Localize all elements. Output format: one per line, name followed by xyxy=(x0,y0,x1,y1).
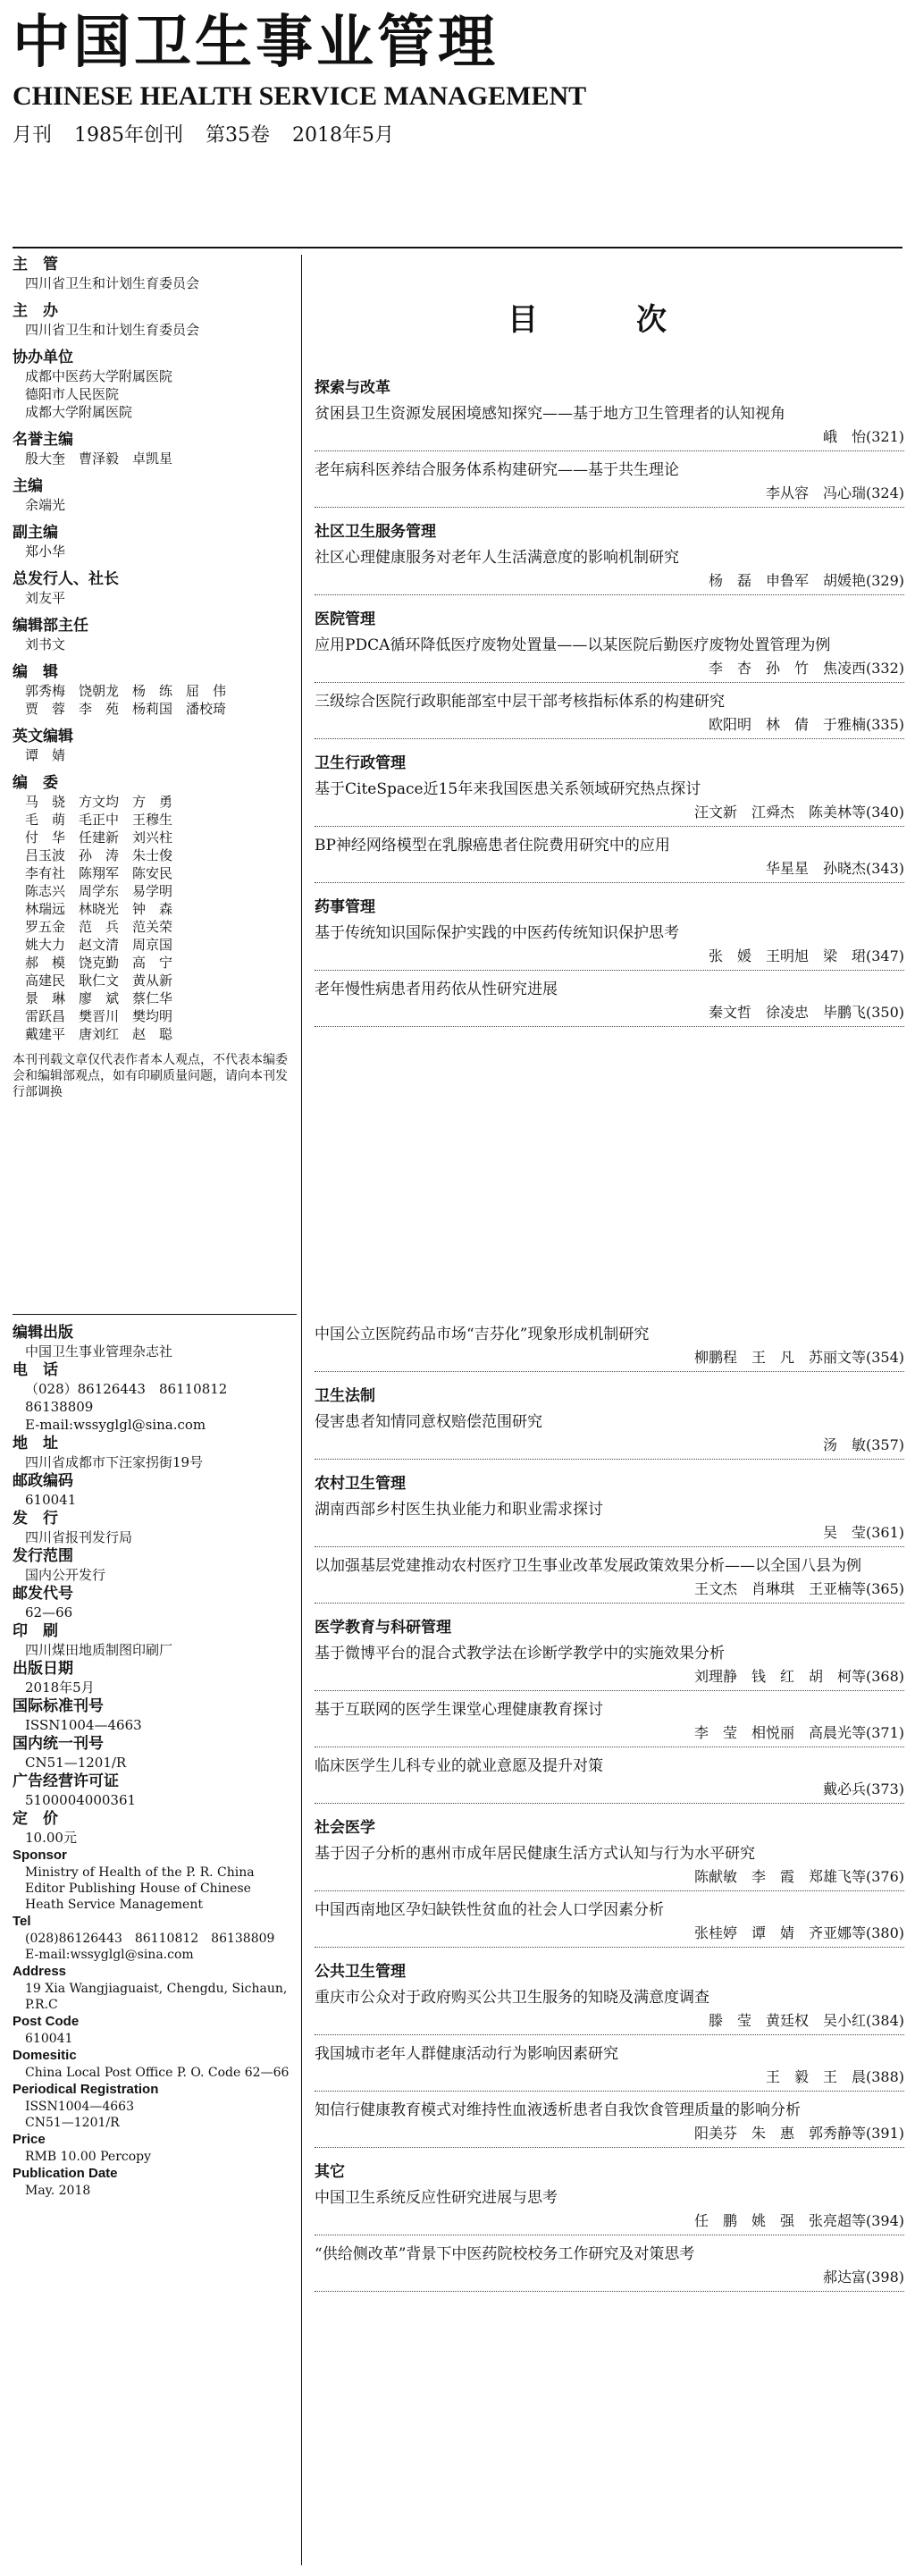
item-value: 国内公开发行 xyxy=(25,1567,106,1583)
toc-entry[interactable] xyxy=(315,1642,904,1691)
article-title: 基于互联网的医学生课堂心理健康教育探讨 xyxy=(315,1701,603,1719)
toc-category: 探索与改革 xyxy=(315,379,390,397)
item-heading: 编 辑 xyxy=(13,663,58,681)
toc-part-2 xyxy=(315,1323,904,2299)
article-authors-page: 张 媛 王明旭 梁 珺(347) xyxy=(315,945,904,971)
item-heading: Address xyxy=(13,1964,67,1979)
item-heading: 名誉主编 xyxy=(13,431,73,449)
item-heading: 发 行 xyxy=(13,1510,58,1528)
item-heading: 出版日期 xyxy=(13,1660,73,1678)
article-authors-page: 任 鹏 姚 强 张亮超等(394) xyxy=(315,2210,904,2235)
toc-category: 医学教育与科研管理 xyxy=(315,1619,451,1637)
toc-entry[interactable] xyxy=(315,1986,904,2035)
toc-category: 社区卫生服务管理 xyxy=(315,523,436,541)
issue-date: 2018年5月 xyxy=(292,124,395,147)
table-of-contents xyxy=(315,259,904,1034)
item-value: 刘友平 xyxy=(25,590,66,606)
article-authors-page: 刘理静 钱 红 胡 柯等(368) xyxy=(315,1665,904,1691)
masthead-item xyxy=(13,1913,297,1963)
item-heading: Periodical Registration xyxy=(13,2082,159,2097)
toc-entry[interactable] xyxy=(315,690,904,739)
article-title: BP神经网络模型在乳腺癌患者住院费用研究中的应用 xyxy=(315,837,670,854)
article-title: 基于因子分析的惠州市成年居民健康生活方式认知与行为水平研究 xyxy=(315,1845,755,1863)
item-heading: 主编 xyxy=(13,477,43,495)
toc-entry[interactable] xyxy=(315,1323,904,1372)
masthead-item xyxy=(13,1847,297,1913)
masthead xyxy=(13,7,906,148)
item-value: 610041 xyxy=(25,1492,77,1508)
article-authors-page: 汤 敏(357) xyxy=(315,1434,904,1460)
article-title: 中国卫生系统反应性研究进展与思考 xyxy=(315,2189,558,2207)
article-authors-page: 峨 怡(321) xyxy=(315,425,904,451)
item-heading: 总发行人、社长 xyxy=(13,570,119,588)
article-authors-page: 王 毅 王 晨(388) xyxy=(315,2066,904,2092)
disclaimer-note: 本刊刊载文章仅代表作者本人观点，不代表本编委会和编辑部观点，如有印刷质量问题，请向本刊发行部调换 xyxy=(13,1053,288,1099)
toc-entry[interactable] xyxy=(315,459,904,508)
item-heading: 编辑部主任 xyxy=(13,617,88,635)
item-heading: 邮发代号 xyxy=(13,1585,73,1603)
item-value: 2018年5月 xyxy=(25,1679,95,1696)
item-heading: 电 话 xyxy=(13,1361,58,1379)
masthead-item xyxy=(13,2013,297,2047)
article-title: 重庆市公众对于政府购买公共卫生服务的知晓及满意度调查 xyxy=(315,1989,709,2007)
item-value: ISSN1004—4663 xyxy=(25,1717,142,1733)
article-authors-page: 华星星 孙晓杰(343) xyxy=(315,857,904,883)
article-title: 侵害患者知情同意权赔偿范围研究 xyxy=(315,1413,542,1431)
masthead-item xyxy=(13,255,297,292)
masthead-item xyxy=(13,1696,297,1734)
masthead-item xyxy=(13,2165,297,2199)
masthead-item xyxy=(13,1323,297,1360)
item-value: 郭秀梅 饶朝龙 杨 练 屈 伟 贾 蓉 李 苑 杨莉国 潘校琦 xyxy=(25,683,227,717)
toc-title: 目次 xyxy=(508,302,765,338)
article-title: 中国公立医院药品市场“吉芬化”现象形成机制研究 xyxy=(315,1326,650,1343)
editorial-board xyxy=(13,255,297,1100)
article-title: 基于CiteSpace近15年来我国医患关系领域研究热点探讨 xyxy=(315,780,701,798)
article-title: 中国西南地区孕妇缺铁性贫血的社会人口学因素分析 xyxy=(315,1901,664,1919)
top-rule xyxy=(13,247,902,248)
item-value: 谭 婧 xyxy=(25,747,66,763)
masthead-item xyxy=(13,476,297,514)
toc-entry[interactable] xyxy=(315,2243,904,2292)
masthead-item xyxy=(13,1659,297,1696)
item-heading: Domesitic xyxy=(13,2048,77,2063)
article-authors-page: 陈献敏 李 霞 郑雄飞等(376) xyxy=(315,1865,904,1891)
item-heading: 国际标准刊号 xyxy=(13,1697,104,1715)
item-value: 郑小华 xyxy=(25,543,66,560)
article-authors-page: 李 杏 孙 竹 焦凌西(332) xyxy=(315,657,904,683)
toc-category: 公共卫生管理 xyxy=(315,1963,406,1981)
item-heading: 编 委 xyxy=(13,774,58,792)
article-title: 应用PDCA循环降低医疗废物处置量——以某医院后勤医疗废物处置管理为例 xyxy=(315,636,831,654)
article-title: 社区心理健康服务对老年人生活满意度的影响机制研究 xyxy=(315,549,679,567)
toc-entry[interactable] xyxy=(315,634,904,683)
item-value: Ministry of Health of the P. R. China Editor Publishing House of Chinese Heath Service Management xyxy=(25,1865,255,1912)
item-heading: 地 址 xyxy=(13,1435,58,1452)
toc-category: 社会医学 xyxy=(315,1819,375,1837)
item-value: (028)86126443 86110812 86138809 E-mail:wssyglgl@sina.com xyxy=(25,1932,275,1962)
item-heading: 定 价 xyxy=(13,1810,58,1828)
article-title: 老年病科医养结合服务体系构建研究——基于共生理论 xyxy=(315,461,679,479)
item-heading: 邮政编码 xyxy=(13,1472,73,1490)
article-title: 三级综合医院行政职能部室中层干部考核指标体系的构建研究 xyxy=(315,693,725,711)
item-heading: Sponsor xyxy=(13,1848,67,1863)
article-authors-page: 王文杰 肖琳琪 王亚楠等(365) xyxy=(315,1578,904,1604)
issue-founded: 1985年创刊 xyxy=(74,124,184,147)
item-heading: 广告经营许可证 xyxy=(13,1772,119,1790)
toc-entry[interactable] xyxy=(315,978,904,1027)
item-value: 四川省卫生和计划生育委员会 xyxy=(25,322,200,338)
toc-entry[interactable] xyxy=(315,1698,904,1747)
item-value: 四川煤田地质制图印刷厂 xyxy=(25,1642,173,1658)
item-value: 5100004000361 xyxy=(25,1792,137,1808)
item-value: 19 Xia Wangjiaguaist, Chengdu, Sichaun, P.R.C xyxy=(25,1982,288,2012)
item-value: ISSN1004—4663 CN51—1201/R xyxy=(25,2100,134,2130)
item-heading: 主 办 xyxy=(13,302,58,320)
item-value: CN51—1201/R xyxy=(25,1755,127,1771)
article-title: 基于微博平台的混合式教学法在诊断学教学中的实施效果分析 xyxy=(315,1645,725,1663)
item-heading: 编辑出版 xyxy=(13,1324,73,1342)
toc-entry[interactable] xyxy=(315,834,904,883)
item-value: 刘书文 xyxy=(25,636,66,652)
article-title: 知信行健康教育模式对维持性血液透析患者自我饮食管理质量的影响分析 xyxy=(315,2101,801,2119)
item-value: 四川省报刊发行局 xyxy=(25,1529,133,1545)
masthead-item xyxy=(13,301,297,339)
masthead-item xyxy=(13,727,297,764)
toc-entry[interactable] xyxy=(315,778,904,827)
masthead-item xyxy=(13,773,297,1043)
article-title: 临床医学生儿科专业的就业意愿及提升对策 xyxy=(315,1757,603,1775)
toc-category: 卫生行政管理 xyxy=(315,754,406,772)
article-authors-page: 阳美芬 朱 惠 郭秀静等(391) xyxy=(315,2122,904,2148)
publication-info xyxy=(13,1323,297,2199)
toc-entry[interactable] xyxy=(315,402,904,451)
toc-entry[interactable] xyxy=(315,922,904,971)
item-value: 成都中医药大学附属医院 德阳市人民医院 成都大学附属医院 xyxy=(25,368,173,420)
toc-category: 药事管理 xyxy=(315,898,375,916)
toc-category: 农村卫生管理 xyxy=(315,1475,406,1493)
article-authors-page: 汪文新 江舜杰 陈美林等(340) xyxy=(315,801,904,827)
item-value: RMB 10.00 Percopy xyxy=(25,2150,152,2164)
article-authors-page: 戴必兵(373) xyxy=(315,1778,904,1804)
masthead-item xyxy=(13,523,297,560)
article-authors-page: 柳鹏程 王 凡 苏丽文等(354) xyxy=(315,1346,904,1372)
article-title: 以加强基层党建推动农村医疗卫生事业改革发展政策效果分析——以全国八县为例 xyxy=(315,1557,861,1575)
item-heading: 印 刷 xyxy=(13,1622,58,1640)
item-value: 10.00元 xyxy=(25,1830,77,1846)
issue-info xyxy=(13,123,906,148)
toc-entry[interactable] xyxy=(315,1842,904,1891)
article-title: 贫困县卫生资源发展困境感知探究——基于地方卫生管理者的认知视角 xyxy=(315,405,785,423)
toc-part-1 xyxy=(315,375,904,1027)
masthead-item xyxy=(13,569,297,607)
item-heading: 发行范围 xyxy=(13,1547,73,1565)
toc-entry[interactable] xyxy=(315,1755,904,1804)
toc-entry[interactable] xyxy=(315,2099,904,2148)
masthead-item xyxy=(13,2081,297,2131)
masthead-item xyxy=(13,348,297,421)
toc-entry[interactable] xyxy=(315,2042,904,2092)
item-heading: 主 管 xyxy=(13,256,58,274)
masthead-item xyxy=(13,1963,297,2013)
article-title: 湖南西部乡村医生执业能力和职业需求探讨 xyxy=(315,1501,603,1519)
masthead-item xyxy=(13,1434,297,1471)
item-value: 610041 xyxy=(25,2032,73,2046)
item-heading: 英文编辑 xyxy=(13,728,73,745)
toc-category: 卫生法制 xyxy=(315,1387,375,1405)
masthead-item xyxy=(13,662,297,718)
article-authors-page: 杨 磊 申鲁军 胡媛艳(329) xyxy=(315,569,904,595)
item-heading: Publication Date xyxy=(13,2166,118,2181)
toc-entry[interactable] xyxy=(315,1898,904,1948)
item-value: 殷大奎 曹泽毅 卓凯星 xyxy=(25,450,173,467)
masthead-item xyxy=(13,1621,297,1659)
masthead-item xyxy=(13,2047,297,2081)
masthead-item xyxy=(13,1584,297,1621)
toc-entry[interactable] xyxy=(315,546,904,595)
article-authors-page: 滕 莹 黄廷权 吴小红(384) xyxy=(315,2009,904,2035)
article-authors-page: 秦文哲 徐凌忠 毕鹏飞(350) xyxy=(315,1001,904,1027)
item-value: 四川省卫生和计划生育委员会 xyxy=(25,275,200,291)
item-value: China Local Post Office P. O. Code 62—66 xyxy=(25,2066,290,2080)
article-authors-page: 李 莹 相悦丽 高晨光等(371) xyxy=(315,1722,904,1747)
masthead-item xyxy=(13,2131,297,2165)
article-authors-page: 欧阳明 林 倩 于雅楠(335) xyxy=(315,713,904,739)
article-title: “供给侧改革”背景下中医药院校校务工作研究及对策思考 xyxy=(315,2245,695,2263)
issue-frequency: 月刊 xyxy=(13,124,53,147)
toc-entry[interactable] xyxy=(315,1410,904,1460)
item-value: 四川省成都市下汪家拐街19号 xyxy=(25,1454,204,1470)
masthead-item xyxy=(13,1509,297,1546)
toc-entry[interactable] xyxy=(315,1554,904,1604)
item-value: （028）86126443 86110812 86138809 E-mail:wssyglgl@sina.com xyxy=(25,1381,228,1433)
article-authors-page: 吴 莹(361) xyxy=(315,1521,904,1547)
item-value: May. 2018 xyxy=(25,2184,91,2198)
toc-category: 医院管理 xyxy=(315,610,375,628)
item-heading: 副主编 xyxy=(13,524,58,542)
masthead-item xyxy=(13,616,297,653)
article-authors-page: 李从容 冯心瑞(324) xyxy=(315,482,904,508)
journal-title-cn: 中国卫生事业管理 xyxy=(13,10,499,76)
item-value: 马 骁 方文均 方 勇 毛 萌 毛正中 王穆生 付 华 任建新 刘兴柱 吕玉波 孙 涛 朱士俊 李有社 陈翔军 陈安民 陈志兴 周学东 易学明 林瑞远 林晓光 钟 森 罗五金 范 兵 范关荣 姚大力 赵文清 周京国 郝 模 饶克勤 高 宁 高建民 耿仁文 黄从新 景 琳 廖 斌 蔡仁华 雷跃昌 樊晋川 樊均明 戴建平 唐刘红 赵 聪 xyxy=(25,794,173,1042)
issue-volume: 第35卷 xyxy=(206,124,271,147)
article-authors-page: 张桂婷 谭 婧 齐亚娜等(380) xyxy=(315,1922,904,1948)
toc-entry[interactable] xyxy=(315,1498,904,1547)
item-heading: Tel xyxy=(13,1914,31,1929)
masthead-item xyxy=(13,1360,297,1434)
item-value: 中国卫生事业管理杂志社 xyxy=(25,1343,173,1360)
item-heading: 协办单位 xyxy=(13,349,73,366)
masthead-item xyxy=(13,1546,297,1584)
item-heading: Price xyxy=(13,2132,46,2147)
article-title: 基于传统知识国际保护实践的中医药传统知识保护思考 xyxy=(315,924,679,942)
article-title: 老年慢性病患者用药依从性研究进展 xyxy=(315,981,558,998)
item-heading: 国内统一刊号 xyxy=(13,1735,104,1753)
mid-rule xyxy=(13,1314,297,1315)
item-value: 余端光 xyxy=(25,497,66,513)
toc-entry[interactable] xyxy=(315,2186,904,2235)
article-title: 我国城市老年人群健康活动行为影响因素研究 xyxy=(315,2045,618,2063)
item-value: 62—66 xyxy=(25,1604,73,1621)
masthead-item xyxy=(13,430,297,467)
masthead-item xyxy=(13,1471,297,1509)
article-authors-page: 郝达富(398) xyxy=(315,2266,904,2292)
journal-title-en: CHINESE HEALTH SERVICE MANAGEMENT xyxy=(13,81,587,111)
toc-category: 其它 xyxy=(315,2163,345,2181)
column-divider xyxy=(301,255,302,2565)
masthead-item xyxy=(13,1809,297,1847)
masthead-item xyxy=(13,1734,297,1772)
masthead-item xyxy=(13,1772,297,1809)
item-heading: Post Code xyxy=(13,2014,80,2029)
